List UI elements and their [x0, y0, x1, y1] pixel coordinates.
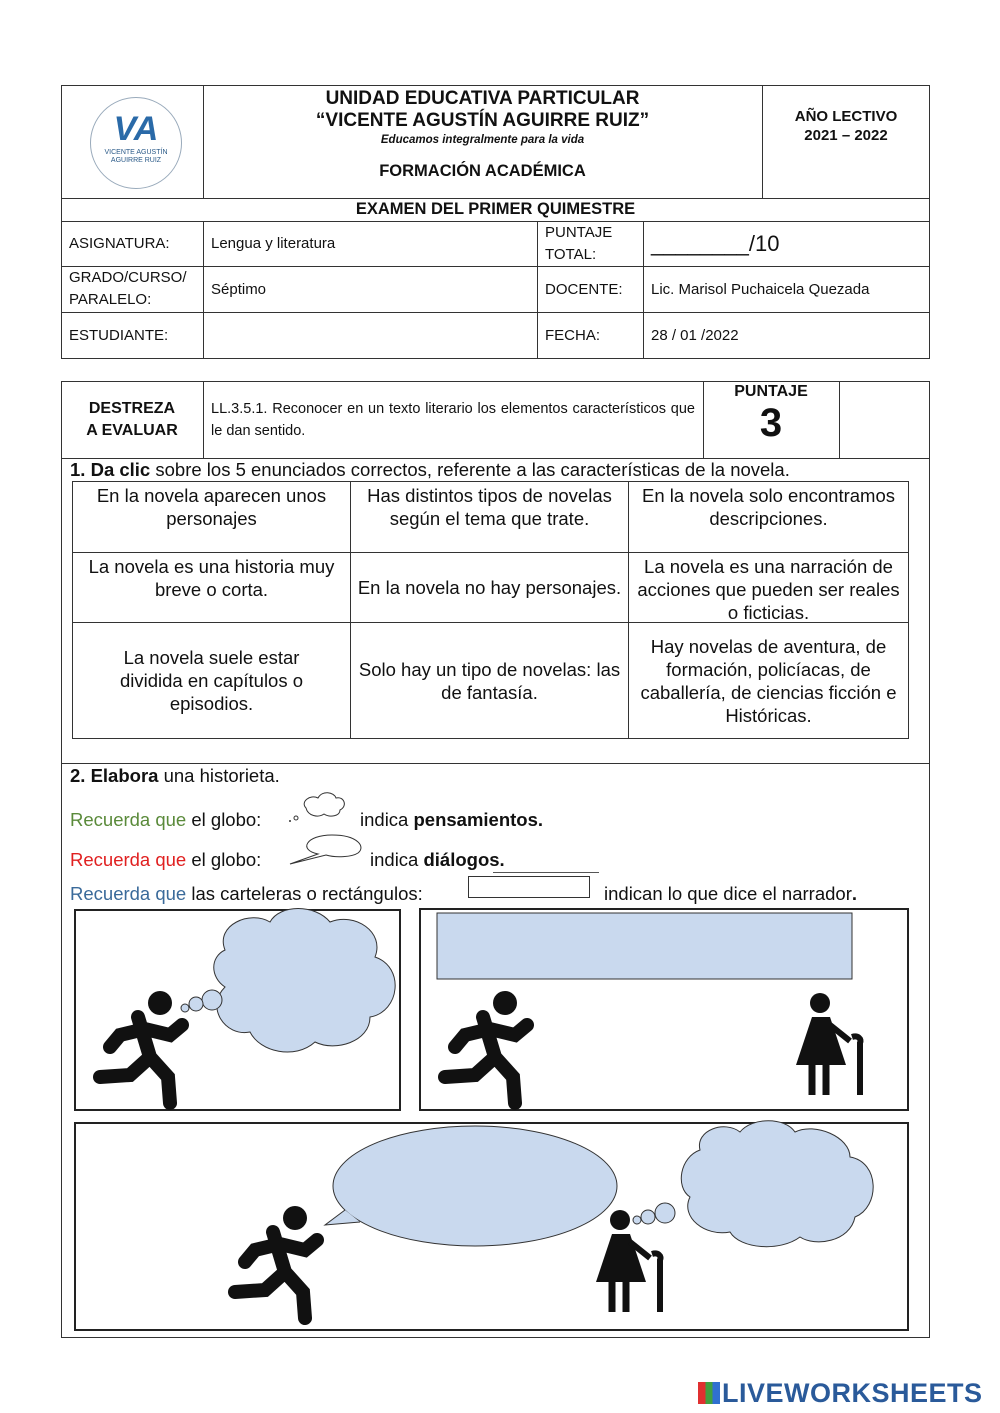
reminder-thought-tail: indica pensamientos. [360, 809, 544, 830]
thought-cloud-2 [681, 1121, 873, 1247]
teacher-value: Lic. Marisol Puchaicela Quezada [651, 280, 870, 298]
narrator-box [437, 913, 852, 979]
reminder-thought: Recuerda que el globo: [70, 809, 262, 830]
exam-title: EXAMEN DEL PRIMER QUIMESTRE [355, 200, 636, 218]
option-6[interactable]: La novela es una narración de acciones que pueden ser reales o ficticias. [628, 552, 909, 623]
date-value: 28 / 01 /2022 [651, 326, 739, 344]
score-label: PUNTAJE [545, 223, 613, 241]
liveworksheets-logo: LIVEWORKSHEETS [698, 1378, 983, 1409]
subject-label: ASIGNATURA: [69, 235, 170, 252]
reminder-dialog: Recuerda que el globo: [70, 849, 262, 870]
q1-instruction: 1. Da clic sobre los 5 enunciados correctos, referente a las características de la novela. [70, 459, 790, 480]
speech-bubble [333, 1126, 617, 1246]
subject-value: Lengua y literatura [211, 235, 336, 252]
date-label: FECHA: [545, 326, 601, 344]
teacher-label: DOCENTE: [545, 280, 623, 298]
department: FORMACIÓN ACADÉMICA [379, 162, 586, 180]
option-9[interactable]: Hay novelas de aventura, de formación, policíacas, de caballería, de ciencias ficción e Históricas. [628, 622, 909, 739]
motto: Educamos integralmente para la vida [380, 134, 585, 146]
points-value: 3 [759, 401, 783, 445]
school-name-line2: “VICENTE AGUSTÍN AGUIRRE RUIZ” [315, 110, 650, 131]
option-4[interactable]: La novela es una historia muy breve o corta. [72, 552, 351, 623]
grade-label-2: PARALELO: [69, 291, 152, 308]
reminder-dialog-tail: indica diálogos. [370, 849, 505, 870]
reminder-narrator: Recuerda que las carteleras o rectángulos: [70, 883, 423, 904]
skill-label-2: A EVALUAR [86, 421, 178, 439]
year-label: AÑO LECTIVO [794, 108, 898, 125]
grade-label: GRADO/CURSO/ [69, 269, 187, 286]
option-1[interactable]: En la novela aparecen unos personajes [72, 481, 351, 553]
grade-value: Séptimo [211, 280, 267, 298]
thought-cloud-1 [214, 909, 395, 1053]
student-label: ESTUDIANTE: [69, 326, 169, 344]
option-5[interactable]: En la novela no hay personajes. [350, 552, 629, 623]
skill-text: LL.3.5.1. Reconocer en un texto literario los elementos característicos que le dan sentido. [211, 400, 695, 439]
score-label-2: TOTAL: [545, 245, 597, 263]
reminder-narrator-tail: indican lo que dice el narrador. [604, 883, 857, 904]
score-field[interactable]: ________/10 [651, 230, 780, 256]
option-8[interactable]: Solo hay un tipo de novelas: las de fantasía. [350, 622, 629, 739]
school-logo: VA VICENTE AGUSTÍN AGUIRRE RUIZ [90, 97, 182, 189]
points-label: PUNTAJE [734, 383, 808, 400]
q2-instruction: 2. Elabora una historieta. [70, 765, 280, 786]
option-2[interactable]: Has distintos tipos de novelas según el tema que trate. [350, 481, 629, 553]
skill-label: DESTREZA [88, 399, 176, 417]
year-value: 2021 – 2022 [804, 127, 888, 144]
school-name-line1: UNIDAD EDUCATIVA PARTICULAR [325, 88, 640, 109]
option-3[interactable]: En la novela solo encontramos descripciones. [628, 481, 909, 553]
option-7[interactable]: La novela suele estar dividida en capítulos o episodios. [72, 622, 351, 739]
